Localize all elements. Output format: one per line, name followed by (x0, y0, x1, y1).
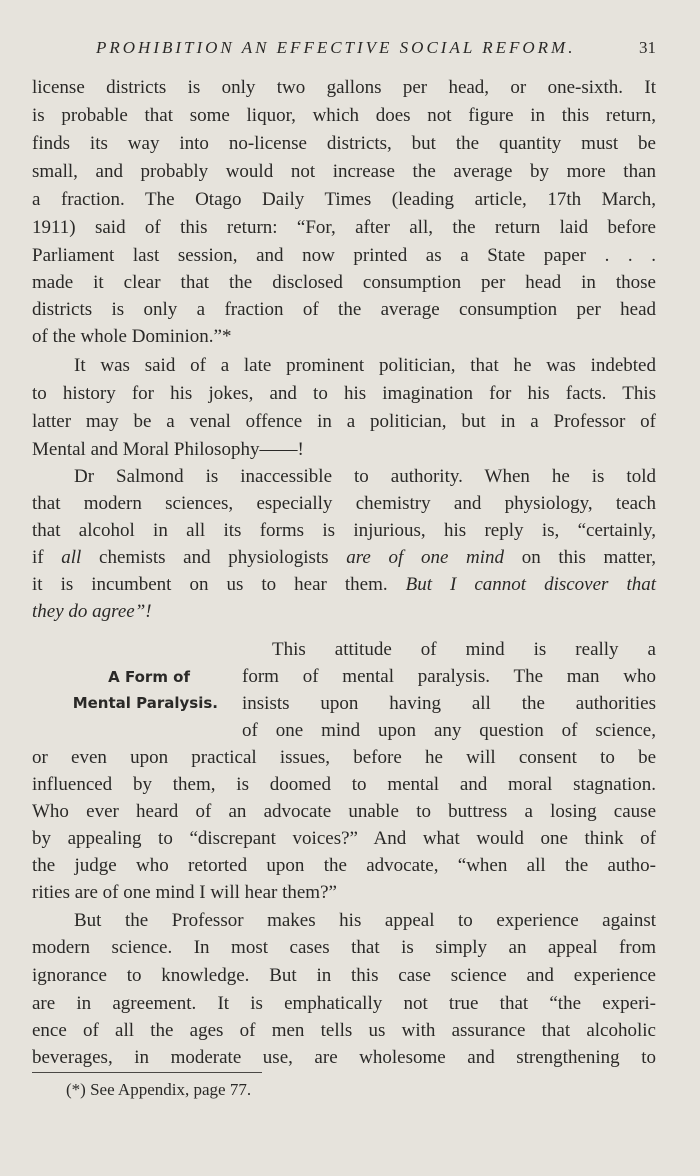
text-line: or even upon practical issues, before he will consent to be (32, 747, 656, 768)
text-line: of the whole Dominion.”* (32, 326, 232, 347)
text-line: rities are of one mind I will hear them?” (32, 882, 337, 903)
text-line: that modern sciences, especially chemistry and physiology, teach (32, 493, 656, 514)
italic-word: all (61, 547, 82, 568)
text-line: beverages, in moderate use, are wholesome and strengthening to (32, 1047, 656, 1068)
page-number: 31 (639, 38, 656, 57)
text-line: modern science. In most cases that is simply an appeal from (32, 937, 656, 958)
text-line: ignorance to knowledge. But in this case science and experience (32, 965, 656, 986)
text-line: 1911) said of this return: “For, after all, the return laid before (32, 217, 656, 238)
text-line: It was said of a late prominent politician, that he was indebted (74, 355, 656, 376)
italic-phrase: they do agree”! (32, 601, 152, 622)
text-line: that alcohol in all its forms is injurious, his reply is, “certainly, (32, 520, 656, 541)
italic-phrase: But I cannot discover that (405, 574, 657, 595)
text-line: of one mind upon any question of science, (242, 720, 656, 741)
italic-phrase: are of one mind (346, 547, 505, 568)
text-line: But the Professor makes his appeal to experience against (74, 910, 656, 931)
text-line: Who ever heard of an advocate unable to buttress a losing cause (32, 801, 656, 822)
text-fragment: on this matter, (521, 547, 657, 568)
text-line: to history for his jokes, and to his imagination for his facts. This (32, 383, 656, 404)
text-line-italic (32, 598, 656, 626)
text-line-mixed (32, 544, 656, 572)
text-line: districts is only a fraction of the average consumption per head (32, 299, 656, 320)
text-fragment: chemists and physiologists (99, 547, 329, 568)
text-line: are in agreement. It is emphatically not true that “the experi- (32, 993, 656, 1014)
text-line: latter may be a venal offence in a politician, but in a Professor of (32, 411, 656, 432)
text-line: Mental and Moral Philosophy——! (32, 439, 304, 460)
word: if (32, 547, 44, 568)
text-line: a fraction. The Otago Daily Times (leading article, 17th March, (32, 189, 656, 210)
text-fragment: it is incumbent on us to hear them. (32, 574, 388, 595)
text-line: influenced by them, is doomed to mental and moral stagnation. (32, 774, 656, 795)
text-line: license districts is only two gallons per head, or one-sixth. It (32, 77, 656, 98)
running-header (96, 38, 656, 62)
text-line: finds its way into no-license districts, but the quantity must be (32, 133, 656, 154)
text-line: This attitude of mind is really a (272, 639, 656, 660)
text-line: Dr Salmond is inaccessible to authority. When he is told (74, 466, 656, 487)
text-line: small, and probably would not increase the average by more than (32, 161, 656, 182)
side-heading-line2: Mental Paralysis. (72, 694, 218, 712)
text-line: insists upon having all the authorities (242, 693, 656, 714)
text-line: ence of all the ages of men tells us with assurance that alcoholic (32, 1020, 656, 1041)
text-line: made it clear that the disclosed consumption per head in those (32, 272, 656, 293)
running-title: PROHIBITION AN EFFECTIVE SOCIAL REFORM. (96, 38, 576, 57)
text-line: Parliament last session, and now printed as a State paper . . . (32, 245, 656, 266)
text-line: is probable that some liquor, which does not figure in this return, (32, 105, 656, 126)
text-line-mixed (32, 571, 656, 599)
footnote-rule (32, 1072, 262, 1073)
text-line: the judge who retorted upon the advocate, “when all the autho- (32, 855, 656, 876)
side-heading-line1: A Form of (108, 668, 190, 686)
footnote: (*) See Appendix, page 77. (66, 1080, 252, 1099)
text-line: by appealing to “discrepant voices?” And what would one think of (32, 828, 656, 849)
text-line: form of mental paralysis. The man who (242, 666, 656, 687)
